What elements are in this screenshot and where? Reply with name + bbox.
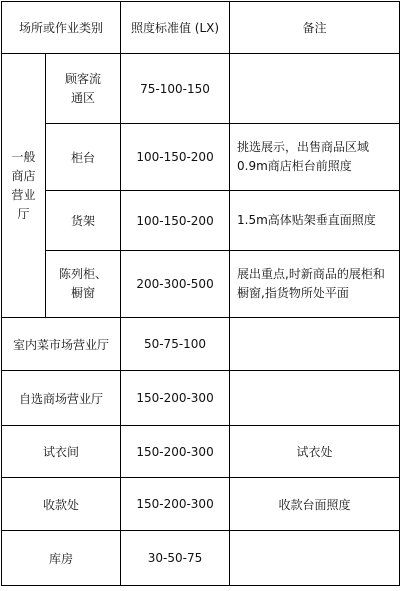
header-category: 场所或作业类别 — [2, 2, 121, 54]
table-row — [2, 478, 400, 531]
row-value: 100-150-200 — [121, 191, 230, 251]
row-remark: 试衣处 — [230, 426, 400, 478]
row-value: 30-50-75 — [121, 531, 230, 586]
row-name: 柜台 — [46, 124, 121, 191]
header-standard: 照度标准值 (LX) — [121, 2, 230, 54]
table-row — [2, 426, 400, 478]
table-row — [2, 531, 400, 586]
row-remark: 收款台面照度 — [230, 478, 400, 531]
row-value: 200-300-500 — [121, 251, 230, 318]
row-value: 150-200-300 — [121, 426, 230, 478]
row-remark — [230, 371, 400, 426]
row-remark — [230, 531, 400, 586]
group-general-hall: 一般商店营业厅 — [2, 54, 46, 318]
row-remark: 展出重点,时新商品的展柜和橱窗,指货物所处平面 — [230, 251, 400, 318]
row-name: 货架 — [46, 191, 121, 251]
row-value: 75-100-150 — [121, 54, 230, 124]
row-value: 50-75-100 — [121, 318, 230, 371]
table-row — [2, 251, 400, 318]
row-name: 自选商场营业厅 — [2, 371, 121, 426]
table-row — [2, 191, 400, 251]
row-value: 100-150-200 — [121, 124, 230, 191]
row-name: 室内菜市场营业厅 — [2, 318, 121, 371]
row-remark — [230, 318, 400, 371]
header-remark: 备注 — [230, 2, 400, 54]
illuminance-standards-table — [1, 1, 400, 586]
row-remark: 1.5m高体贴架垂直面照度 — [230, 191, 400, 251]
table-row — [2, 124, 400, 191]
row-name: 顾客流通区 — [46, 54, 121, 124]
table-row — [2, 318, 400, 371]
row-remark — [230, 54, 400, 124]
row-name: 试衣间 — [2, 426, 121, 478]
table-row — [2, 371, 400, 426]
table-row — [2, 54, 400, 124]
row-name: 收款处 — [2, 478, 121, 531]
row-value: 150-200-300 — [121, 478, 230, 531]
row-remark: 挑选展示，出售商品区域0.9m商店柜台前照度 — [230, 124, 400, 191]
header-row — [2, 2, 400, 54]
row-value: 150-200-300 — [121, 371, 230, 426]
row-name: 库房 — [2, 531, 121, 586]
row-name: 陈列柜、橱窗 — [46, 251, 121, 318]
